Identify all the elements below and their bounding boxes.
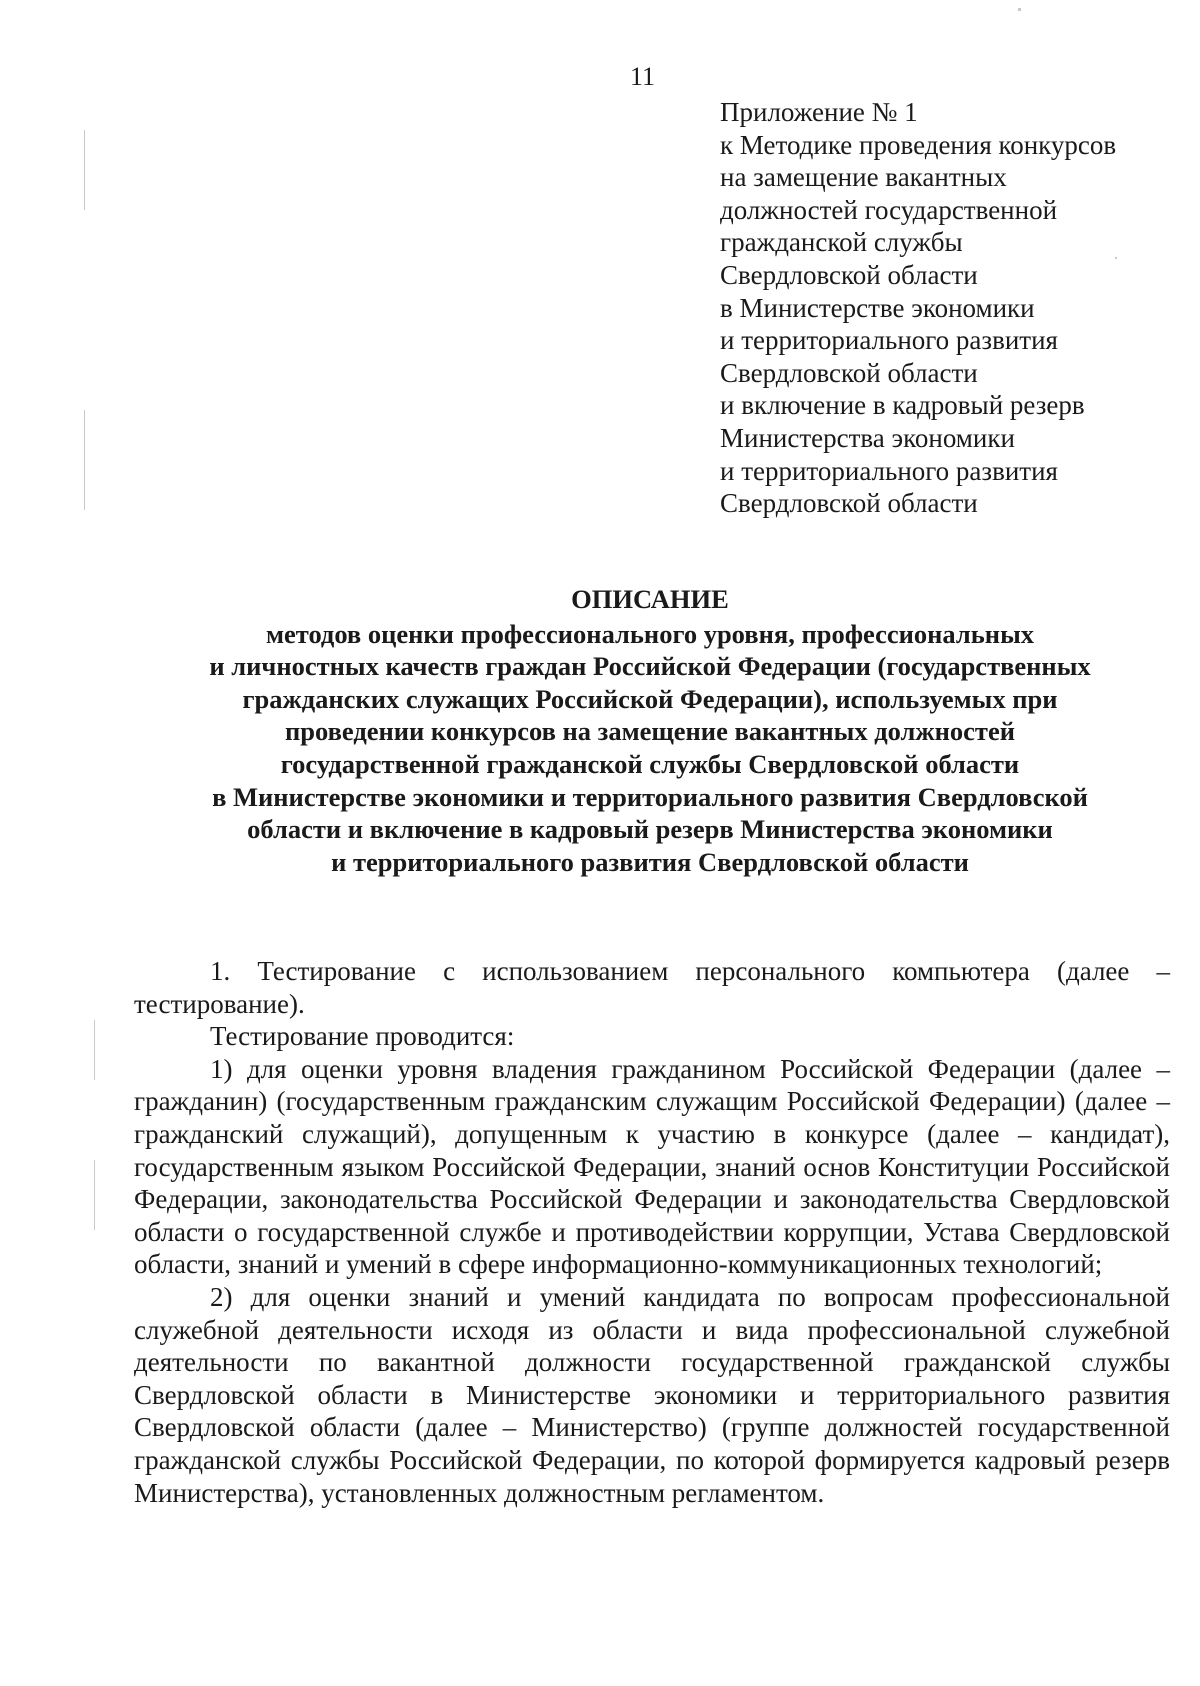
document-body [134, 955, 1170, 1509]
appendix-line: Министерства экономики [720, 422, 1015, 453]
scan-artifact-line [94, 1160, 95, 1230]
title-line: государственной гражданской службы Свердловской области [280, 748, 1020, 779]
document-title [130, 583, 1170, 878]
scan-artifact-dot [1115, 257, 1117, 259]
scan-artifact-line [94, 1020, 95, 1080]
scan-artifact-dot [1018, 8, 1021, 11]
appendix-line: на замещение вакантных [720, 162, 1007, 193]
appendix-line: Свердловской области [720, 259, 978, 290]
appendix-reference [720, 96, 1180, 520]
title-line: проведении конкурсов на замещение вакантных должностей [285, 716, 1015, 747]
appendix-line: Приложение № 1 [720, 97, 918, 127]
appendix-line: и включение в кадровый резерв [720, 390, 1085, 421]
appendix-line: в Министерстве экономики [720, 292, 1035, 323]
title-line: методов оценки профессионального уровня, профессиональных [265, 618, 1035, 649]
appendix-line: и территориального развития [720, 325, 1058, 356]
body-paragraph: 2) для оценки знаний и умений кандидата по вопросам профессиональной служебной деятельности исходя из области и вида профессиональной служебной деятельности по вакантной должности государственной гражданской службы Свердловской области в Министерстве экономики и территориального развития Свердловской области (далее – Министерство) (группе должностей государственной гражданской службы Российской Федерации, по которой формируется кадровый резерв Министерства), установленных должностным регламентом. [134, 1281, 1170, 1508]
title-line: в Министерстве экономики и территориального развития Свердловской [212, 781, 1088, 812]
body-paragraph: 1. Тестирование с использованием персонального компьютера (далее – тестирование). [134, 956, 1170, 1019]
scan-artifact-line [84, 410, 85, 510]
appendix-line: должностей государственной [720, 194, 1058, 225]
scan-artifact-line [84, 130, 85, 210]
appendix-line: Свердловской области [720, 357, 978, 388]
title-line: гражданских служащих Российской Федерации), используемых при [242, 683, 1058, 714]
page-number: 11 [629, 62, 656, 91]
title-line: области и включение в кадровый резерв Министерства экономики [247, 814, 1053, 845]
appendix-line: к Методике проведения конкурсов [720, 129, 1117, 160]
appendix-line: Свердловской области [720, 488, 978, 519]
title-heading: ОПИСАНИЕ [571, 584, 729, 614]
appendix-line: и территориального развития [720, 455, 1058, 486]
title-line: и территориального развития Свердловской области [331, 846, 969, 877]
title-line: и личностных качеств граждан Российской Федерации (государственных [209, 651, 1091, 682]
appendix-line: гражданской службы [720, 227, 963, 258]
body-paragraph: 1) для оценки уровня владения гражданином Российской Федерации (далее – гражданин) (государственным гражданским служащим Российской Федерации) (далее – гражданский служащий), допущенным к участию в конкурсе (далее – кандидат), государственным языком Российской Федерации, знаний основ Конституции Российской Федерации, законодательства Российской Федерации и законодательства Свердловской области о государственной службе и противодействии коррупции, Устава Свердловской области, знаний и умений в сфере информационно-коммуникационных технологий; [134, 1053, 1170, 1280]
body-paragraph: Тестирование проводится: [210, 1021, 515, 1052]
